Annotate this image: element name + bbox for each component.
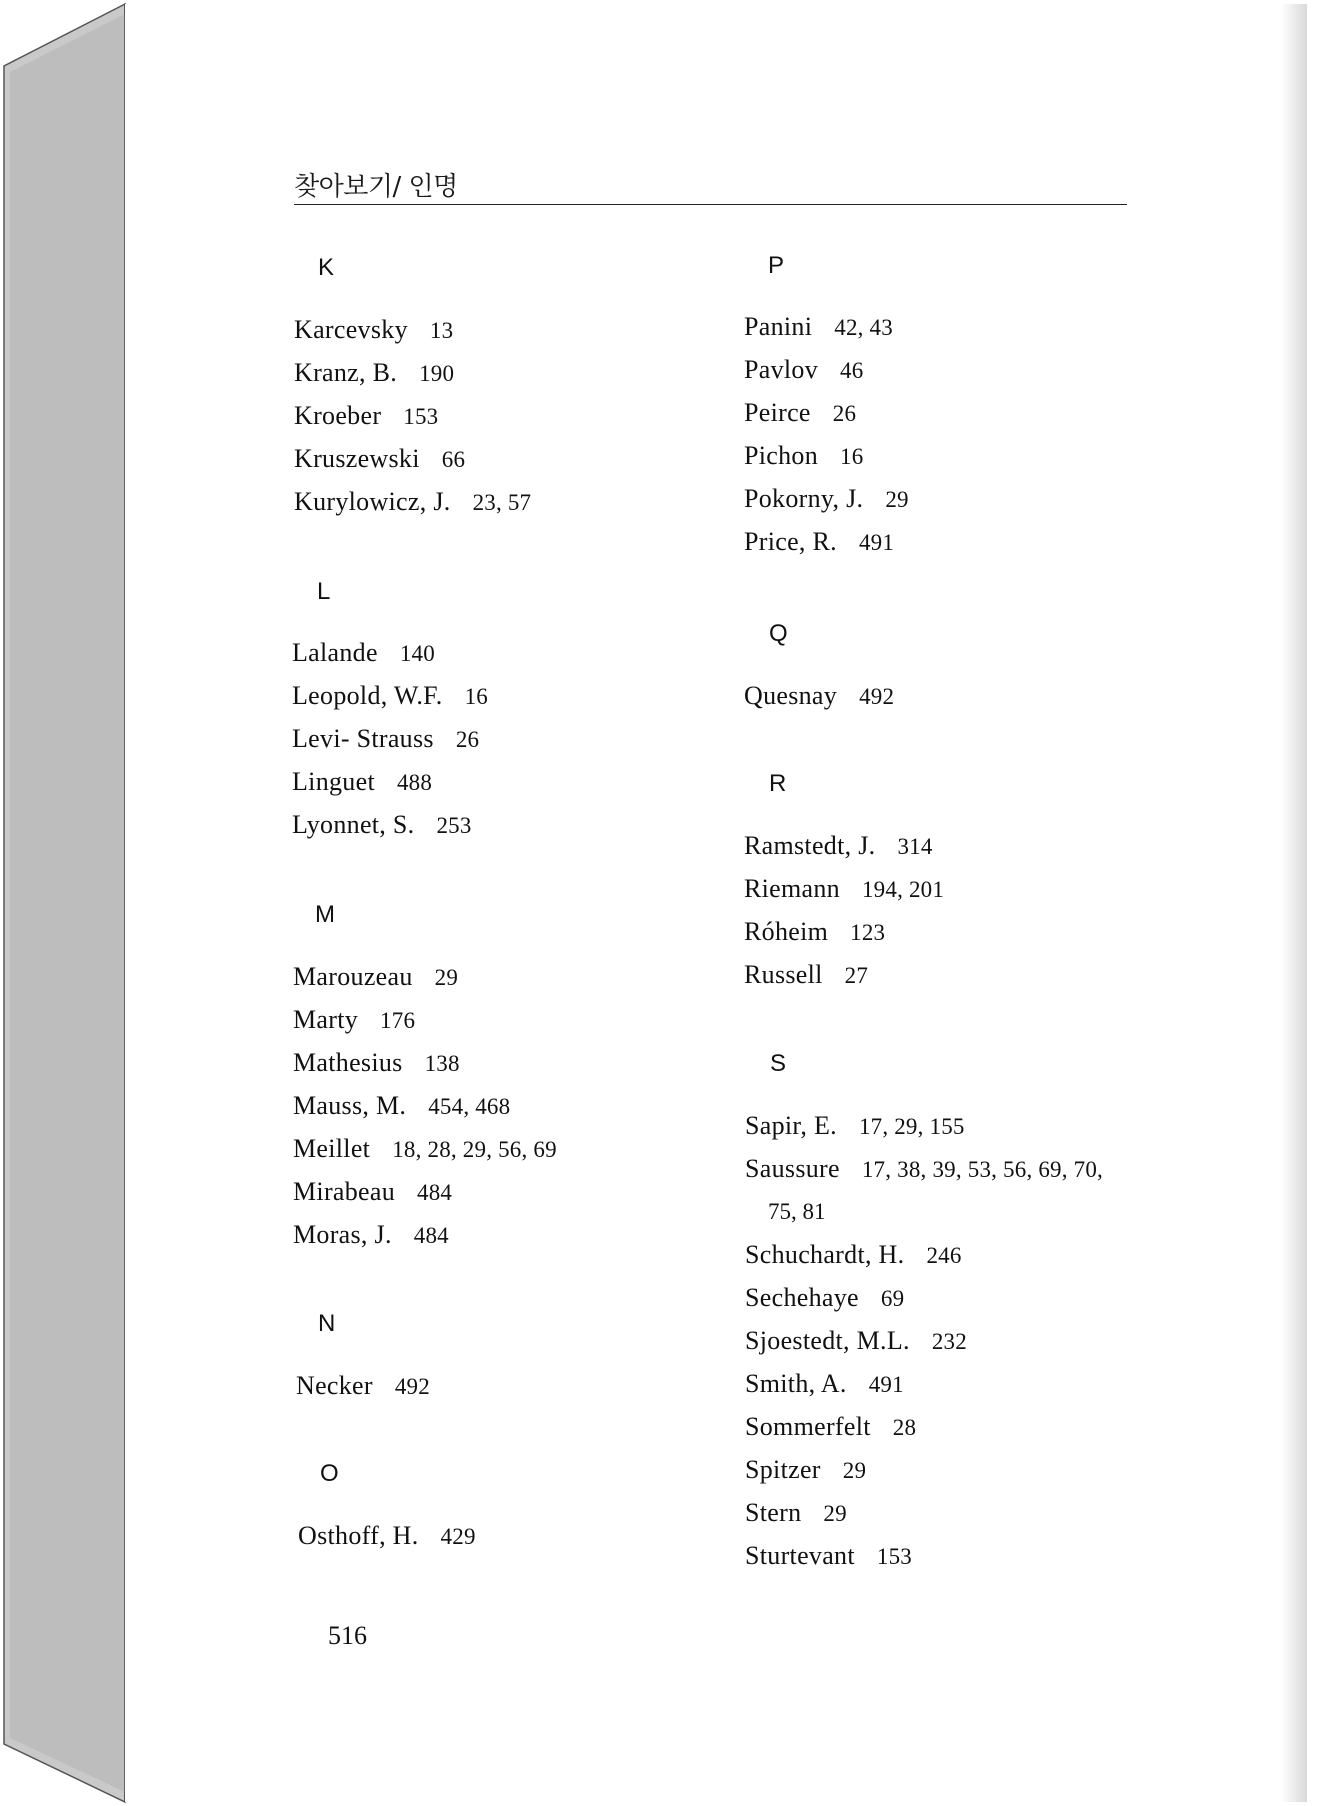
entry-name: Lyonnet, S. xyxy=(292,810,415,839)
entry-name: Moras, J. xyxy=(293,1220,392,1249)
entry-pages: 13 xyxy=(429,318,454,343)
entry-pages: 491 xyxy=(868,1372,904,1397)
entry-name: Stern xyxy=(745,1498,802,1527)
entry-name: Karcevsky xyxy=(294,315,408,344)
entry-pages: 29 xyxy=(885,487,909,512)
index-entry xyxy=(296,1371,430,1401)
entry-pages: 484 xyxy=(413,1223,449,1248)
index-entry xyxy=(744,484,909,514)
entry-name: Sturtevant xyxy=(745,1541,855,1570)
entry-name: Pokorny, J. xyxy=(744,484,864,513)
header-rule xyxy=(294,204,1127,205)
index-entry xyxy=(294,401,438,431)
entry-name: Sechehaye xyxy=(745,1283,859,1312)
index-entry xyxy=(292,767,432,797)
entry-pages: 484 xyxy=(417,1180,453,1205)
entry-pages: 138 xyxy=(424,1051,460,1076)
entry-name: Mirabeau xyxy=(293,1177,396,1206)
entry-name: Ramstedt, J. xyxy=(744,831,876,860)
page-edge-shadow xyxy=(1281,4,1307,1802)
index-entry xyxy=(292,681,488,711)
index-entry xyxy=(745,1154,1103,1184)
index-entry xyxy=(745,1240,962,1270)
entry-pages: 153 xyxy=(403,404,439,429)
index-entry xyxy=(293,1005,415,1035)
entry-pages: 26 xyxy=(832,401,857,426)
entry-name: Linguet xyxy=(292,767,375,796)
index-entry xyxy=(293,962,458,992)
index-entry xyxy=(293,1048,460,1078)
index-entry xyxy=(744,681,894,711)
index-page xyxy=(125,4,1307,1802)
entry-pages: 153 xyxy=(876,1544,912,1569)
section-letter-q: Q xyxy=(769,620,788,647)
section-letter-p: P xyxy=(768,252,785,279)
entry-pages: 454, 468 xyxy=(428,1094,511,1119)
index-entry xyxy=(744,831,933,861)
entry-name: Lalande xyxy=(292,638,378,667)
index-entry xyxy=(745,1455,866,1485)
entry-name: Kruszewski xyxy=(294,444,420,473)
index-entry xyxy=(745,1369,904,1399)
entry-name: Kranz, B. xyxy=(294,358,398,387)
page-number: 516 xyxy=(328,1621,367,1650)
index-entry xyxy=(294,487,531,517)
index-entry xyxy=(294,358,454,388)
entry-name: Riemann xyxy=(744,874,840,903)
entry-pages: 23, 57 xyxy=(472,490,532,515)
entry-name: Price, R. xyxy=(744,527,837,556)
entry-name: Pavlov xyxy=(744,355,819,384)
entry-name: Leopold, W.F. xyxy=(292,681,443,710)
entry-name: Marouzeau xyxy=(293,962,413,991)
entry-pages: 492 xyxy=(859,684,895,709)
index-entry xyxy=(294,315,453,345)
entry-name: Mathesius xyxy=(293,1048,403,1077)
entry-pages: 28 xyxy=(892,1415,917,1440)
entry-name: Spitzer xyxy=(745,1455,821,1484)
entry-pages: 17, 38, 39, 53, 56, 69, 70, xyxy=(861,1157,1103,1182)
entry-pages: 488 xyxy=(396,770,433,795)
entry-pages: 42, 43 xyxy=(834,315,893,340)
entry-name: Necker xyxy=(296,1371,373,1400)
entry-pages: 66 xyxy=(441,447,466,472)
entry-pages: 429 xyxy=(440,1524,476,1549)
entry-name: Róheim xyxy=(744,917,829,946)
entry-pages: 69 xyxy=(880,1286,905,1311)
entry-pages: 246 xyxy=(926,1243,962,1268)
index-entry xyxy=(293,1177,452,1207)
entry-pages: 232 xyxy=(931,1329,967,1354)
section-letter-k: K xyxy=(318,254,335,281)
page-header-title: 찾아보기/ 인명 xyxy=(294,172,458,202)
entry-pages: 492 xyxy=(394,1374,430,1399)
entry-name: Kroeber xyxy=(294,401,382,430)
entry-name: Panini xyxy=(744,312,813,341)
entry-name: Sjoestedt, M.L. xyxy=(745,1326,910,1355)
entry-pages: 29 xyxy=(823,1501,847,1526)
section-letter-l: L xyxy=(317,578,331,605)
entry-pages-continuation: 75, 81 xyxy=(768,1199,826,1224)
index-entry xyxy=(745,1498,847,1528)
entry-name: Sommerfelt xyxy=(745,1412,871,1441)
section-letter-r: R xyxy=(769,770,787,797)
index-entry xyxy=(294,444,465,474)
index-entry xyxy=(744,960,868,990)
index-entry xyxy=(293,1134,557,1164)
entry-name: Sapir, E. xyxy=(745,1111,837,1140)
entry-pages: 194, 201 xyxy=(861,877,945,902)
entry-pages: 27 xyxy=(844,963,869,988)
index-entry xyxy=(292,638,435,668)
entry-pages: 16 xyxy=(840,444,864,469)
index-entry xyxy=(745,1541,912,1571)
entry-name: Osthoff, H. xyxy=(298,1521,419,1550)
section-letter-m: M xyxy=(315,901,335,928)
index-entry xyxy=(744,355,863,385)
section-letter-o: O xyxy=(320,1460,339,1487)
index-entry xyxy=(293,1091,510,1121)
entry-name: Marty xyxy=(293,1005,359,1034)
entry-name: Saussure xyxy=(745,1154,840,1183)
index-entry xyxy=(745,1111,965,1141)
entry-pages: 314 xyxy=(897,834,933,859)
index-entry xyxy=(292,724,479,754)
entry-name: Meillet xyxy=(293,1134,371,1163)
entry-pages: 29 xyxy=(434,965,459,990)
index-entry xyxy=(745,1283,904,1313)
entry-pages: 26 xyxy=(455,727,480,752)
entry-pages: 46 xyxy=(840,358,864,383)
entry-name: Smith, A. xyxy=(745,1369,847,1398)
entry-name: Mauss, M. xyxy=(293,1091,407,1120)
section-letter-n: N xyxy=(318,1310,336,1337)
index-entry xyxy=(745,1412,916,1442)
index-entry xyxy=(744,312,893,342)
entry-pages: 16 xyxy=(464,684,489,709)
entry-pages: 140 xyxy=(399,641,435,666)
entry-pages: 17, 29, 155 xyxy=(858,1114,965,1139)
entry-pages: 253 xyxy=(436,813,472,838)
entry-name: Levi- Strauss xyxy=(292,724,434,753)
entry-name: Schuchardt, H. xyxy=(745,1240,905,1269)
entry-name: Quesnay xyxy=(744,681,838,710)
entry-pages: 29 xyxy=(842,1458,867,1483)
index-entry xyxy=(744,441,863,471)
entry-pages: 491 xyxy=(858,530,895,555)
entry-pages: 123 xyxy=(850,920,886,945)
entry-pages: 18, 28, 29, 56, 69 xyxy=(392,1137,557,1162)
index-entry xyxy=(293,1220,449,1250)
entry-name: Pichon xyxy=(744,441,819,470)
entry-pages: 176 xyxy=(380,1008,416,1033)
index-entry xyxy=(744,527,894,557)
index-entry xyxy=(292,810,472,840)
section-letter-s: S xyxy=(770,1050,787,1077)
entry-name: Russell xyxy=(744,960,823,989)
entry-name: Peirce xyxy=(744,398,811,427)
index-entry xyxy=(298,1521,476,1551)
entry-name: Kurylowicz, J. xyxy=(294,487,451,516)
entry-pages: 190 xyxy=(419,361,455,386)
index-entry xyxy=(745,1326,967,1356)
index-entry xyxy=(744,917,885,947)
index-entry xyxy=(744,398,856,428)
index-entry xyxy=(744,874,944,904)
